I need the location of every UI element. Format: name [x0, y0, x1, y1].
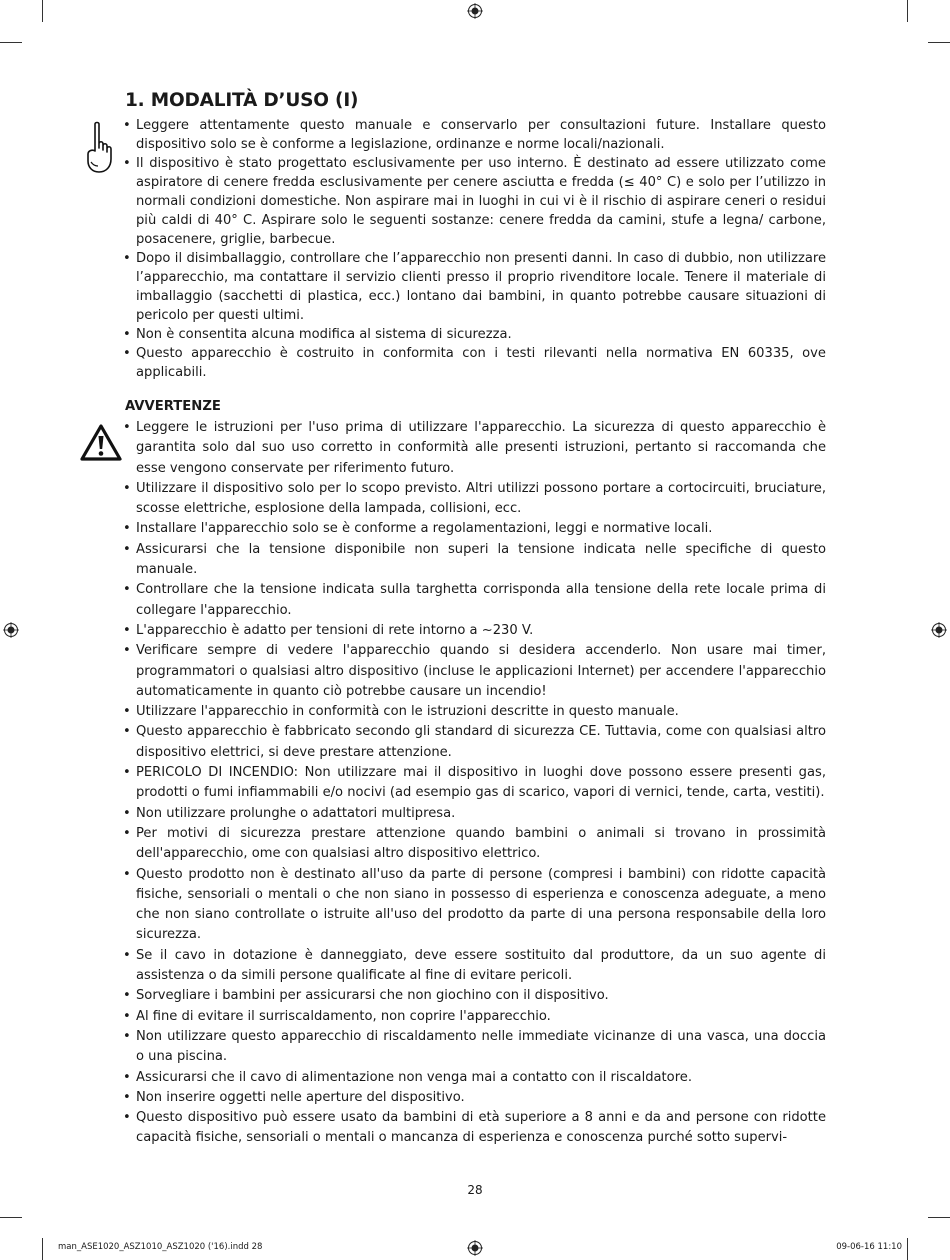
crop-mark: [42, 0, 43, 22]
pointing-hand-icon: [84, 121, 116, 175]
crop-mark: [0, 42, 22, 43]
page-number: 28: [467, 1183, 483, 1197]
footer-filename: man_ASE1020_ASZ1010_ASZ1020 ('16).indd 28: [58, 1242, 263, 1252]
list-item: • Non inserire oggetti nelle aperture del dispositivo.: [123, 1088, 826, 1108]
list-item: • Per motivi di sicurezza prestare attenzione quando bambini o animali si trovano in prossimità dell'apparecchio, ome con qualsiasi altro dispositivo elettrico.: [123, 824, 826, 865]
warning-triangle-icon: [79, 423, 123, 463]
list-item: • Assicurarsi che la tensione disponibile non superi la tensione indicata nelle specifiche di questo manuale.: [123, 540, 826, 581]
registration-mark-icon: [3, 622, 19, 638]
crop-mark: [928, 42, 950, 43]
warnings-heading: AVVERTENZE: [125, 399, 221, 414]
list-item: • Dopo il disimballaggio, controllare che l’apparecchio non presenti danni. In caso di dubbio, non utilizzare l’apparecchio, ma contattare il servizio clienti presso il proprio rivenditore locale. Tenere il materiale di imballaggio (sacchetti di plastica, ecc.) lontano dai bambini, in quanto potrebbe causare situazioni di pericolo per questi ultimi.: [123, 249, 826, 325]
list-item: • L'apparecchio è adatto per tensioni di rete intorno a ~230 V.: [123, 621, 826, 641]
crop-mark: [907, 0, 908, 22]
list-item: • Questo apparecchio è fabbricato secondo gli standard di sicurezza CE. Tuttavia, come con qualsiasi altro dispositivo elettrici, si deve prestare attenzione.: [123, 722, 826, 763]
list-item: • Assicurarsi che il cavo di alimentazione non venga mai a contatto con il riscaldatore.: [123, 1068, 826, 1088]
list-item: • Non utilizzare prolunghe o adattatori multipresa.: [123, 804, 826, 824]
list-item: • Questo prodotto non è destinato all'uso da parte di persone (compresi i bambini) con ridotte capacità fisiche, sensoriali o mentali o che non siano in possesso di esperienza e conoscenza adeguate, a meno che non siano controllate o istruite all'uso del prodotto da parte di una persona responsabile della loro sicurezza.: [123, 865, 826, 946]
crop-mark: [928, 1217, 950, 1218]
list-item: • Leggere attentamente questo manuale e conservarlo per consultazioni future. Installare questo dispositivo solo se è conforme a legislazione, ordinanze e norme locali/nazionali.: [123, 116, 826, 154]
list-item: • Utilizzare il dispositivo solo per lo scopo previsto. Altri utilizzi possono portare a cortocircuiti, bruciature, scosse elettriche, esplosione della lampada, collisioni, ecc.: [123, 479, 826, 520]
footer-timestamp: 09-06-16 11:10: [836, 1242, 902, 1252]
registration-mark-icon: [467, 3, 483, 19]
list-item: • Questo dispositivo può essere usato da bambini di età superiore a 8 anni e da and persone con ridotte capacità fisiche, sensoriali o mentali o mancanza di esperienza e conoscenza purché sotto supervi-: [123, 1108, 826, 1149]
crop-mark: [0, 1217, 22, 1218]
list-item: • Leggere le istruzioni per l'uso prima di utilizzare l'apparecchio. La sicurezza di questo apparecchio è garantita solo dal suo uso corretto in conformità alle presenti istruzioni, pertanto si raccomanda che esse vengono conservate per riferimento futuro.: [123, 418, 826, 479]
list-item: • Installare l'apparecchio solo se è conforme a regolamentazioni, leggi e normative locali.: [123, 519, 826, 539]
list-item: • Verificare sempre di vedere l'apparecchio quando si desidera accenderlo. Non usare mai timer, programmatori o qualsiasi altro dispositivo (incluse le applicazioni Internet) per accendere l'apparecchio automaticamente in quanto ciò potrebbe causare un incendio!: [123, 641, 826, 702]
list-item: • Non è consentita alcuna modifica al sistema di sicurezza.: [123, 325, 826, 344]
usage-list: [123, 116, 826, 382]
crop-mark: [907, 1238, 908, 1260]
list-item: • Il dispositivo è stato progettato esclusivamente per uso interno. È destinato ad essere utilizzato come aspiratore di cenere fredda esclusivamente per cenere asciutta e fredda (≤ 40° C) e solo per l’utilizzo in normali condizioni domestiche. Non aspirare mai in luoghi in cui vi è il rischio di aspirare ceneri o residui più caldi di 40° C. Aspirare solo le seguenti sostanze: cenere fredda da camini, stufe a legna/ carbone, posacenere, griglie, barbecue.: [123, 154, 826, 249]
list-item: • Se il cavo in dotazione è danneggiato, deve essere sostituito dal produttore, da un suo agente di assistenza o da simili persone qualificate al fine di evitare pericoli.: [123, 946, 826, 987]
list-item: • Al fine di evitare il surriscaldamento, non coprire l'apparecchio.: [123, 1007, 826, 1027]
warnings-list: [123, 418, 826, 1149]
list-item: • PERICOLO DI INCENDIO: Non utilizzare mai il dispositivo in luoghi dove possono essere presenti gas, prodotti o fumi infiammabili e/o nocivi (ad esempio gas di scarico, vapori di vernici, tende, carta, vestiti).: [123, 763, 826, 804]
list-item: • Questo apparecchio è costruito in conformita con i testi rilevanti nella normativa EN 60335, ove applicabili.: [123, 344, 826, 382]
list-item: • Controllare che la tensione indicata sulla targhetta corrisponda alla tensione della rete locale prima di collegare l'apparecchio.: [123, 580, 826, 621]
registration-mark-icon: [467, 1240, 483, 1256]
crop-mark: [42, 1238, 43, 1260]
page-title: 1. MODALITÀ D’USO (I): [125, 90, 359, 111]
registration-mark-icon: [931, 622, 947, 638]
list-item: • Sorvegliare i bambini per assicurarsi che non giochino con il dispositivo.: [123, 986, 826, 1006]
list-item: • Utilizzare l'apparecchio in conformità con le istruzioni descritte in questo manuale.: [123, 702, 826, 722]
list-item: • Non utilizzare questo apparecchio di riscaldamento nelle immediate vicinanze di una vasca, una doccia o una piscina.: [123, 1027, 826, 1068]
